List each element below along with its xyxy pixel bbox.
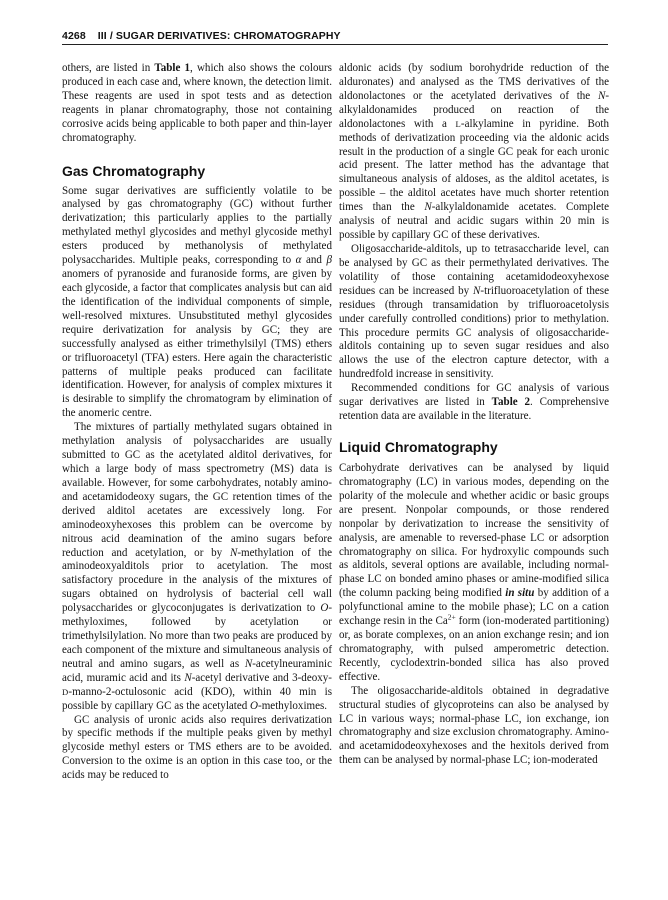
paragraph: others, are listed in Table 1, which also shows the colours produced in each case and, where known, the detection limit. These reagents are used in spot tests and as detection reagents in planar chromatography, those not containing corrosive acids being applicable to both paper and thin-layer chromatography. (62, 62, 332, 144)
paragraph: Carbohydrate derivatives can be analysed by liquid chromatography (LC) in various modes, depending on the polarity of the molecule and whether acidic or basic groups are present. Nonpolar compounds, or those rendered nonpolar by derivatization to increase the sensitivity of analysis, are amenable to reversed-phase LC or adsorption chromatography on silica. For hydroxylic compounds such as alditols, several options are available, including normal-phase LC on bonded amino phases or amine-modified silica (the column packing being modified in situ by addition of a polyfunctional amine to the mobile phase); LC on a cation exchange resin in the $Ca^{2+}$ form (ion-moderated partitioning) or, as borate complexes, on an anion exchange resin; and ion chromatography, with pulsed amperometric detection. Recently, cyclodextrin-bonded silica has also proved effective. (339, 461, 610, 683)
paragraph: aldonic acids (by sodium borohydride reduction of the alduronates) and analysed as the TMS derivatives of the aldonolactones or the acetylated derivatives of the N-alkylaldonamides produced on reaction of the aldonolactones with a L-alkylamine in pyridine. Both methods of derivatization proceeding via the aldonic acids result in the production of a single GC peak for each uronic acid present. The latter method has the advantage that simultaneous analysis of aldoses, as the alditol acetates, is possible – the alditol acetates have much shorter retention times than the N-alkylaldonamide acetates. Complete analysis of neutral and acidic sugars within 20 min is possible by capillary GC of these derivatives. (339, 62, 609, 242)
paragraph: GC analysis of uronic acids also requires derivatization by specific methods if the multiple peaks given by methyl glycoside methyl esters or TMS ethers are to be avoided. Conversion to the oxime is an option in this case too, or the acids may be reduced to (62, 713, 332, 782)
paragraph: Some sugar derivatives are sufficiently volatile to be analysed by gas chromatography (GC) without further derivatization; this particularly applies to the partially methylated methyl glycosides and methyl glycoside methyl esters produced by methanolysis of methylated polysaccharides. Multiple peaks, corresponding to α and β anomers of pyranoside and furanoside forms, are given by each glycoside, a factor that complicates analysis but can aid the identification of the individual components of simple, well-resolved mixtures. Unsubstituted methyl glycosides require derivatization for analysis by GC; they are successfully analysed as either trimethylsilyl (TMS) ethers or trifluoroacetyl (TFA) esters. Here again the characteristic patterns of multiple peaks produced can facilitate identification. However, for analysis of complex mixtures it is desirable to simplify the chromatogram by elimination of the anomeric centre. (62, 184, 332, 420)
paragraph: The mixtures of partially methylated sugars obtained in methylation analysis of polysaccharides are usually submitted to GC as the acetylated alditol derivatives, for which a large body of mass spectrometry (MS) data is available. However, for some carbohydrates, notably amino- and acetamidodeoxy sugars, the GC retention times of the derived alditol acetates are excessively long. For aminodeoxyhexoses this problem can be overcome by nitrous acid deamination of the amino sugars before reduction and acetylation, or by N-methylation of the aminodeoxyalditols prior to acetylation. The most satisfactory procedure in the analysis of the mixtures of sugars obtained on hydrolysis of bacterial cell wall polysaccharides or glycoconjugates is derivatization to O-methyloximes, followed by acetylation or trimethylsilylation. No more than two peaks are produced by each component of the mixture and simultaneous analysis of neutral and amino sugars, as well as N-acetylneuraminic acid, muramic acid and its N-acetyl derivative and 3-deoxy-D-manno-2-octulosonic acid (KDO), within 40 min is possible by capillary GC as the acetylated O-methyloximes. (62, 421, 332, 712)
section-title: III / SUGAR DERIVATIVES: CHROMATOGRAPHY (97, 30, 341, 42)
heading-liquid-chromatography: Liquid Chromatography (339, 438, 498, 455)
running-header (62, 30, 608, 48)
table-2-reference: Table 2 (491, 396, 531, 409)
paragraph: The oligosaccharide-alditols obtained in degradative structural studies of glycoproteins can also be analysed by LC in various ways; normal-phase LC, ion exchange, ion chromatography and size exclusion chromatography. Amino- and acetamidodeoxyhexoses and the hexitols derived from them can be analysed by normal-phase LC; ion-moderated (339, 684, 609, 767)
table-1-reference: Table 1 (154, 62, 191, 74)
paragraph: Oligosaccharide-alditols, up to tetrasaccharide level, can be analysed by GC as their permethylated derivatives. The volatility of those containing acetamidodeoxyhexose residues can be increased by N-trifluoroacetylation of these residues (through transamidation by trifluoroacetolysis under carefully controlled conditions) prior to methylation. This procedure permits GC analysis of oligosaccharide-alditols containing up to seven sugar residues and also allows the use of the electron capture detector, with a hundredfold increase in sensitivity. (339, 242, 609, 381)
right-column (339, 62, 609, 768)
header-rule (62, 44, 608, 45)
paragraph: Recommended conditions for GC analysis of various sugar derivatives are listed in Table 2. Comprehensive retention data are available in the literature. (339, 382, 609, 423)
left-column (62, 62, 332, 783)
page-number: 4268 (62, 30, 86, 42)
heading-gas-chromatography: Gas Chromatography (62, 162, 206, 179)
